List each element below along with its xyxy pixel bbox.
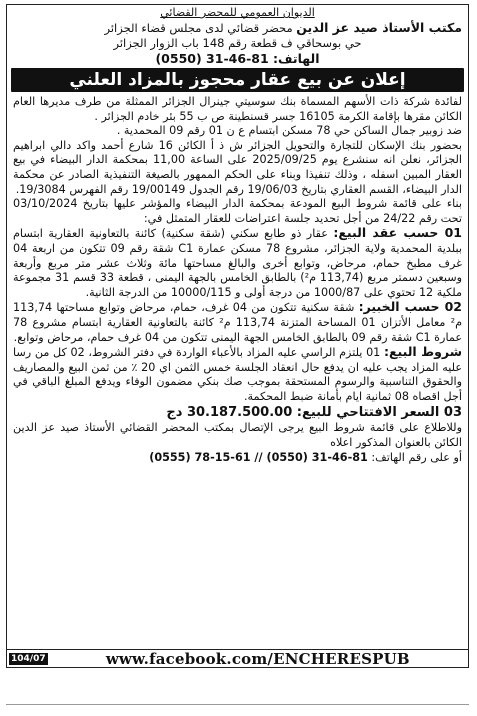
sale-announcement-paragraph: بحضور بنك الإسكان للتجارة والتحويل الجزائر ش ذ أ الكائن 16 شارع أحمد واكد دالي ابراهيم الجزائر، نعلن انه سنشرع يوم 2025/09/25 على الساعة 11,00 بمحكمة الدار البيضاء في بيع العقار المبين اسفله ، وذلك تنفيذا وبناء على الحكم الممهور بالصيغة التنفيذية الصادر عن محكمة الدار البيضاء، القسم العقاري بتاريخ 19/06/03 رقم الجدول 19/00149 رقم الفهرس 19/3084. [13,138,463,196]
contact-phones [13,451,462,466]
phones-value: 81-46-31 (0550) // 61-15-78 (0555) [149,450,368,464]
sale-conditions [13,345,462,404]
notice-body [7,95,468,465]
page-number-badge: 104/07 [11,653,46,664]
office-name: مكتب الأستاذ صيد عز الدين [296,20,462,35]
auction-notice [6,4,469,668]
notice-footer [7,649,468,667]
facebook-link[interactable]: www.facebook.com/ENCHERESPUB [105,649,410,668]
debtor-paragraph: ضد زوبير جمال الساكن حي 78 مسكن ابتسام ع ن 01 رقم 09 المحمدية . [116,124,462,138]
office-role: محضر قضائي لدى مجلس قضاء الجزائر [104,21,297,35]
deed-description [13,226,462,300]
phones-label: أو على رقم الهاتف: [367,450,462,464]
price-amount: 30.187.500.00 دج [166,405,297,421]
conditions-text: 01 يلتزم الراسي عليه المزاد بالأعباء الواردة في دفتر الشروط، 02 كل من رسا عليه المزاد يجب عليه ان يدفع حال انعقاد الجلسة خمس الثمن اي 20 ٪ من ثمن البيع والمصاريف والحقوق التناسبية والرسوم المستحقة بموجب صك بنكي مضمون الوفاء ويدفع المبلغ الباقي في أجل اقصاه 08 ثمانية ايام بأمانة ضبط المحكمة. [13,346,462,403]
deed-text: عقار ذو طابع سكني (شقة سكنية) كائنة بالتعاونية العقارية ابتسام ببلدية المحمدية ولاية الجزائر، مشروع 78 مسكن عمارة C1 شقة رقم 09 تتكون من اربعة 04 غرف مطبخ حمام، مرحاض، وتوابع أخرى والبالغ مساحتها مائة وثلاث عشر متر مربع وأربعة وسبعين دسمتر مربع (113,74 م²) بالطابق الخامس بالجهة اليمنى ، قطعة 33 قسم 31 مجموعة ملكية 12 تحتوي على 1000/87 من درجة أولى و 10000/115 من الدرجة الثانية. [13,227,462,299]
creditor-paragraph: لفائدة شركة ذات الأسهم المسماة بنك سوسيتي جينرال الجزائر الممثلة من طرف مديرها العام الكائن مقرها بإقامة الكرمة 16105 جسر قسنطينة ص ب 55 بئر خادم الجزائر . [13,95,462,123]
office-phone: الهاتف: 81-46-31 (0550) [155,51,320,66]
price-label: 03 السعر الافتتاحي للبيع: [296,405,462,421]
bureau-title: الديوان العمومي للمحضر القضائي [160,6,315,19]
office-line [7,20,468,36]
expert-description [13,300,462,345]
office-address: حي بوسحاقي ف قطعة رقم 148 باب الزوار الجزائر [113,36,362,50]
expert-text: شقة سكنية تتكون من 04 غرف، حمام، مرحاض وتوابع مساحتها 113,74 م² معامل الأتزان 01 المساحة المتزنة 113,74 م² كائنة بالتعاونية العقارية ابتسام مشروع 78 عمارة C1 شقة رقم 09 بالطابق الخامس الجهة اليمنى تتكون من 04 غرف حمام، مرحاض وتوابع. [13,301,463,344]
notice-header [7,6,468,66]
opening-price [13,404,462,421]
expert-label: 02 حسب الخبير: [358,299,462,315]
bottom-divider [6,704,469,705]
conditions-label: شروط البيع: [383,344,462,360]
deed-label: 01 حسب عقد البيع: [333,225,462,241]
notice-title: إعلان عن بيع عقار محجوز بالمزاد العلني [11,68,464,92]
conditions-deposit-paragraph: بناء على قائمة شروط البيع المودعة بمحكمة الدار البيضاء والمؤشر عليها بتاريخ 03/10/2024 تحت رقم 24/22 من أجل تحديد جلسة اعتراضات للعقار المتمثل في: [13,197,462,225]
closing-paragraph: وللاطلاع على قائمة شروط البيع يرجى الإتصال بمكتب المحضر القضائي الأستاذ صيد عز الدين الكائن بالعنوان المذكور اعلاه [13,421,462,450]
